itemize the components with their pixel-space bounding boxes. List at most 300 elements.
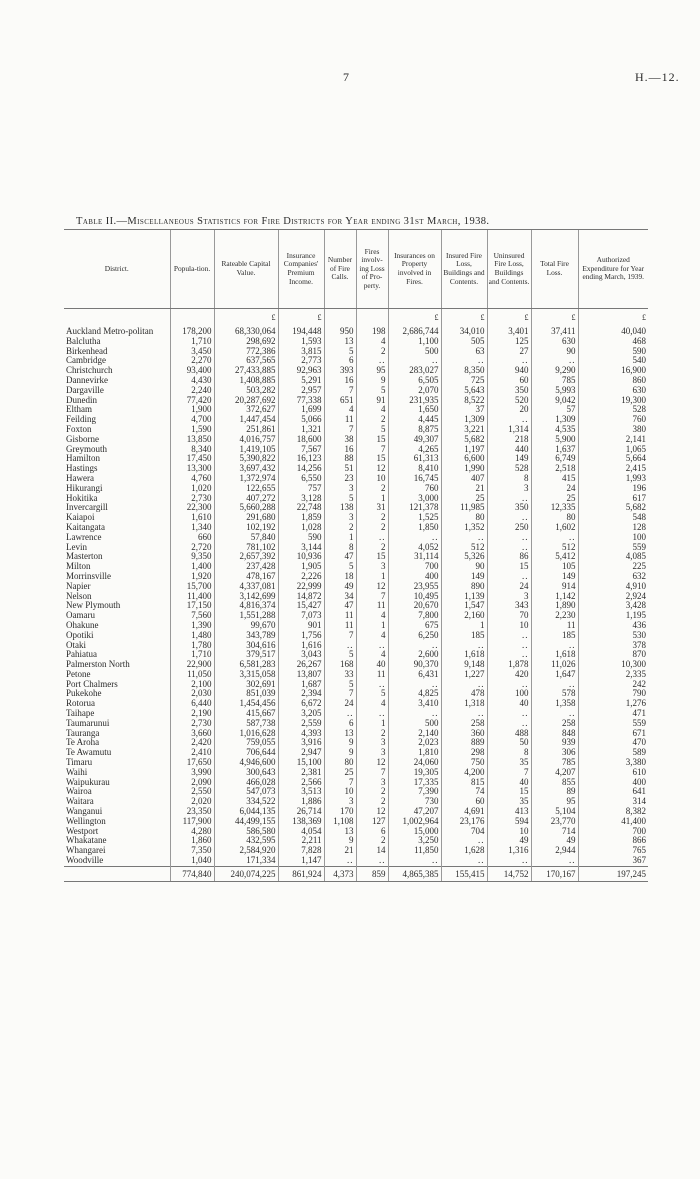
- table-cell: [64, 309, 170, 328]
- table-cell: 589: [578, 748, 648, 758]
- table-cell: 15,700: [170, 582, 214, 592]
- table-cell: 372,627: [214, 405, 278, 415]
- table-cell: Dunedin: [66, 395, 97, 405]
- table-cell: 1,276: [578, 699, 648, 709]
- table-cell: 6,581,283: [214, 660, 278, 670]
- table-cell: 18: [324, 572, 356, 582]
- table-row: [64, 474, 648, 484]
- table-cell: 1,197: [441, 445, 487, 455]
- table-cell: 15: [487, 787, 531, 797]
- table-cell: 3,315,058: [214, 670, 278, 680]
- table-cell: ..: [356, 641, 388, 651]
- table-cell: 77,420: [170, 396, 214, 406]
- table-cell: 2,410: [170, 748, 214, 758]
- table-cell: 3,401: [487, 327, 531, 337]
- table-cell: 21: [441, 484, 487, 494]
- table-cell: 436: [578, 621, 648, 631]
- table-cell: Woodville: [66, 856, 104, 866]
- table-cell: ..: [356, 356, 388, 366]
- table-cell: ..: [324, 856, 356, 866]
- table-cell: 8,522: [441, 396, 487, 406]
- table-cell: 10,300: [578, 660, 648, 670]
- table-cell: 1,318: [441, 699, 487, 709]
- column-header: Insurances on Property involved in Fires.: [388, 230, 441, 309]
- table-cell: 138: [324, 503, 356, 513]
- column-header: Insured Fire Loss, Buildings and Contents.: [441, 230, 487, 309]
- table-cell: 468: [578, 337, 648, 347]
- table-cell: 5: [324, 650, 356, 660]
- table-cell: [324, 309, 356, 328]
- table-row: [64, 552, 648, 562]
- table-cell: 51: [324, 464, 356, 474]
- table-cell: 23,176: [441, 817, 487, 827]
- table-cell: ..: [356, 709, 388, 719]
- table-cell: 1,647: [531, 670, 578, 680]
- table-cell: 466,028: [214, 778, 278, 788]
- table-cell: ..: [487, 415, 531, 425]
- table-cell: 1,002,964: [388, 817, 441, 827]
- table-cell: 760: [578, 415, 648, 425]
- table-cell: Whakatane: [66, 836, 107, 846]
- table-cell: 1,590: [170, 425, 214, 435]
- table-cell: Wanganui: [66, 807, 103, 817]
- table-cell: 1,147: [278, 856, 324, 866]
- table-row: [64, 778, 648, 788]
- table-cell: Waitara: [66, 797, 94, 807]
- table-cell: ..: [356, 533, 388, 543]
- table-cell: 889: [441, 738, 487, 748]
- table-cell: ..: [441, 856, 487, 866]
- table-cell: 34,010: [441, 327, 487, 337]
- table-cell: 117,900: [170, 817, 214, 827]
- table-cell: 240,074,225: [214, 866, 278, 881]
- table-cell: 594: [487, 817, 531, 827]
- table-cell: 25: [441, 494, 487, 504]
- table-cell: 505: [441, 337, 487, 347]
- table-cell: 8,410: [388, 464, 441, 474]
- table-cell: Foxton: [66, 424, 92, 434]
- table-row: [64, 592, 648, 602]
- table-cell: 5,326: [441, 552, 487, 562]
- table-cell: ..: [487, 709, 531, 719]
- table-cell: 11,985: [441, 503, 487, 513]
- table-cell: 1,780: [170, 641, 214, 651]
- table-cell: 4: [356, 405, 388, 415]
- table-row: [64, 415, 648, 425]
- table-cell: 11: [531, 621, 578, 631]
- table-cell: 5,682: [441, 435, 487, 445]
- table-cell: 1,454,456: [214, 699, 278, 709]
- table-cell: 861,924: [278, 866, 324, 881]
- table-cell: Hawera: [66, 473, 94, 483]
- table-cell: 149: [531, 572, 578, 582]
- table-cell: 3: [356, 748, 388, 758]
- table-cell: 93,400: [170, 366, 214, 376]
- table-cell: 14,256: [278, 464, 324, 474]
- table-cell: 8,340: [170, 445, 214, 455]
- table-cell: 15,427: [278, 601, 324, 611]
- table-cell: 11,400: [170, 592, 214, 602]
- table-row: [64, 836, 648, 846]
- table-cell: 40: [487, 778, 531, 788]
- table-cell: 5,660,288: [214, 503, 278, 513]
- table-cell: 1,525: [388, 513, 441, 523]
- table-cell: 12: [356, 807, 388, 817]
- table-cell: 11: [324, 611, 356, 621]
- table-cell: 178,200: [170, 327, 214, 337]
- table-cell: Pukekohe: [66, 689, 102, 699]
- table-cell: 6,431: [388, 670, 441, 680]
- table-cell: 16,123: [278, 454, 324, 464]
- table-cell: 630: [578, 386, 648, 396]
- table-cell: 940: [487, 366, 531, 376]
- table-cell: Kaitangata: [66, 522, 105, 532]
- table-cell: 4: [356, 337, 388, 347]
- table-cell: 61,313: [388, 454, 441, 464]
- table-cell: 13: [324, 337, 356, 347]
- table-cell: 49,307: [388, 435, 441, 445]
- table-cell: 3,513: [278, 787, 324, 797]
- table-cell: 14: [356, 846, 388, 856]
- table-cell: 815: [441, 778, 487, 788]
- table-cell: 24,060: [388, 758, 441, 768]
- table-cell: Levin: [66, 542, 87, 552]
- table-cell: 5,104: [531, 807, 578, 817]
- table-cell: 15: [356, 454, 388, 464]
- table-cell: 7,560: [170, 611, 214, 621]
- table-cell: ..: [487, 494, 531, 504]
- table-cell: Tauranga: [66, 728, 100, 738]
- table-cell: 33: [324, 670, 356, 680]
- table-cell: ..: [487, 356, 531, 366]
- table-cell: 4,760: [170, 474, 214, 484]
- table-cell: 95: [531, 797, 578, 807]
- table-cell: 1,142: [531, 592, 578, 602]
- table-cell: 1: [356, 494, 388, 504]
- table-cell: 1,400: [170, 562, 214, 572]
- table-cell: 2: [356, 729, 388, 739]
- table-cell: ..: [487, 650, 531, 660]
- table-cell: 2,394: [278, 689, 324, 699]
- table-cell: Christchurch: [66, 366, 113, 376]
- table-cell: 9,042: [531, 396, 578, 406]
- table-cell: 242: [578, 680, 648, 690]
- table-row: [64, 611, 648, 621]
- table-cell: ..: [388, 533, 441, 543]
- table-cell: 9: [324, 836, 356, 846]
- table-cell: 785: [531, 758, 578, 768]
- table-cell: 3: [356, 562, 388, 572]
- table-cell: 1,890: [531, 601, 578, 611]
- table-cell: Waihi: [66, 767, 88, 777]
- table-cell: 2,957: [278, 386, 324, 396]
- table-cell: 2,420: [170, 738, 214, 748]
- table-cell: 1,227: [441, 670, 487, 680]
- table-cell: 765: [578, 846, 648, 856]
- table-cell: 2,211: [278, 836, 324, 846]
- table-cell: 3: [324, 797, 356, 807]
- table-cell: 530: [578, 631, 648, 641]
- table-cell: 10,936: [278, 552, 324, 562]
- table-cell: 407: [441, 474, 487, 484]
- table-row: [64, 601, 648, 611]
- table-cell: 1,408,885: [214, 376, 278, 386]
- table-cell: 2: [324, 523, 356, 533]
- table-cell: 1,195: [578, 611, 648, 621]
- table-cell: ..: [487, 856, 531, 866]
- table-cell: 578: [531, 689, 578, 699]
- table-cell: 5: [356, 425, 388, 435]
- table-cell: 90: [531, 347, 578, 357]
- table-cell: £: [214, 309, 278, 328]
- table-cell: 15: [356, 435, 388, 445]
- table-cell: 19,305: [388, 768, 441, 778]
- table-cell: 3,000: [388, 494, 441, 504]
- table-cell: 2,070: [388, 386, 441, 396]
- table-cell: 31: [356, 503, 388, 513]
- table-cell: 4: [356, 631, 388, 641]
- table-cell: 12,335: [531, 503, 578, 513]
- table-cell: 314: [578, 797, 648, 807]
- table-cell: 127: [356, 817, 388, 827]
- table-cell: 855: [531, 778, 578, 788]
- table-cell: 22,999: [278, 582, 324, 592]
- table-cell: 4: [356, 699, 388, 709]
- table-cell: 13,850: [170, 435, 214, 445]
- document-code: H.—12.: [635, 70, 680, 84]
- table-cell: 70: [487, 611, 531, 621]
- table-cell: 379,517: [214, 650, 278, 660]
- table-cell: 3: [356, 778, 388, 788]
- table-cell: 74: [441, 787, 487, 797]
- table-cell: 2,657,392: [214, 552, 278, 562]
- table-cell: 12: [356, 758, 388, 768]
- table-cell: ..: [441, 836, 487, 846]
- table-cell: 5,291: [278, 376, 324, 386]
- table-cell: 22,900: [170, 660, 214, 670]
- table-cell: ..: [531, 709, 578, 719]
- table-cell: 1,316: [487, 846, 531, 856]
- table-cell: 700: [578, 827, 648, 837]
- table-cell: Petone: [66, 669, 91, 679]
- table-cell: 503,282: [214, 386, 278, 396]
- table-cell: 759,055: [214, 738, 278, 748]
- column-header: District.: [64, 230, 170, 309]
- table-cell: 185: [441, 631, 487, 641]
- table-cell: 559: [578, 543, 648, 553]
- table-cell: 1,028: [278, 523, 324, 533]
- table-cell: 1,065: [578, 445, 648, 455]
- table-cell: 2,381: [278, 768, 324, 778]
- table-cell: 1,309: [441, 415, 487, 425]
- table-cell: 13,807: [278, 670, 324, 680]
- table-cell: 298: [441, 748, 487, 758]
- table-cell: 1: [356, 719, 388, 729]
- table-cell: 1: [324, 533, 356, 543]
- table-cell: 21: [324, 846, 356, 856]
- table-cell: 400: [388, 572, 441, 582]
- table-row: [64, 376, 648, 386]
- table-cell: ..: [356, 680, 388, 690]
- table-cell: 725: [441, 376, 487, 386]
- table-cell: 3,428: [578, 601, 648, 611]
- table-cell: 121,378: [388, 503, 441, 513]
- table-cell: 50: [487, 738, 531, 748]
- table-cell: 15: [356, 552, 388, 562]
- table-cell: 4,816,374: [214, 601, 278, 611]
- table-cell: ..: [487, 631, 531, 641]
- table-cell: 859: [356, 866, 388, 881]
- table-cell: 5: [324, 494, 356, 504]
- table-cell: 16,900: [578, 366, 648, 376]
- table-cell: 5: [324, 562, 356, 572]
- table-cell: 2,550: [170, 787, 214, 797]
- table-cell: 80: [324, 758, 356, 768]
- table-cell: 22,300: [170, 503, 214, 513]
- table-cell: Wellington: [66, 816, 106, 826]
- table-cell: 1: [441, 621, 487, 631]
- table-cell: Gisborne: [66, 434, 99, 444]
- table-cell: 1,618: [441, 650, 487, 660]
- table-cell: 1,447,454: [214, 415, 278, 425]
- table-cell: £: [278, 309, 324, 328]
- table-cell: 155,415: [441, 866, 487, 881]
- table-cell: 730: [388, 797, 441, 807]
- table-cell: 4,535: [531, 425, 578, 435]
- table-cell: 1,618: [531, 650, 578, 660]
- table-cell: 1,650: [388, 405, 441, 415]
- table-cell: 20: [487, 405, 531, 415]
- table-cell: 4: [356, 650, 388, 660]
- table-cell: 12: [356, 582, 388, 592]
- table-cell: 1,993: [578, 474, 648, 484]
- table-cell: ..: [487, 543, 531, 553]
- table-cell: 10: [487, 827, 531, 837]
- table-cell: 3: [487, 592, 531, 602]
- table-cell: 8: [487, 474, 531, 484]
- table-cell: 47: [324, 601, 356, 611]
- table-cell: 9: [324, 748, 356, 758]
- table-row: [64, 327, 648, 337]
- table-cell: 57: [531, 405, 578, 415]
- table-cell: 5,664: [578, 454, 648, 464]
- table-cell: ..: [531, 356, 578, 366]
- table-cell: 1,628: [441, 846, 487, 856]
- table-cell: 407,272: [214, 494, 278, 504]
- table-cell: 478,167: [214, 572, 278, 582]
- table-cell: 1,850: [388, 523, 441, 533]
- table-cell: 306: [531, 748, 578, 758]
- table-cell: 1,637: [531, 445, 578, 455]
- table-row: [64, 435, 648, 445]
- table-cell: ..: [388, 641, 441, 651]
- table-cell: 4,280: [170, 827, 214, 837]
- table-row: [64, 386, 648, 396]
- table-cell: 2,559: [278, 719, 324, 729]
- table-row: [64, 807, 648, 817]
- table-cell: 2,141: [578, 435, 648, 445]
- table-cell: 781,102: [214, 543, 278, 553]
- table-cell: 1,480: [170, 631, 214, 641]
- table-cell: 343: [487, 601, 531, 611]
- table-cell: 2,100: [170, 680, 214, 690]
- table-cell: 1,860: [170, 836, 214, 846]
- table-row: [64, 738, 648, 748]
- table-cell: 3,221: [441, 425, 487, 435]
- table-cell: 3: [487, 484, 531, 494]
- table-cell: 60: [487, 376, 531, 386]
- table-cell: Waipukurau: [66, 777, 110, 787]
- table-cell: 420: [487, 670, 531, 680]
- table-cell: 393: [324, 366, 356, 376]
- table-cell: 8,382: [578, 807, 648, 817]
- table-cell: 3,916: [278, 738, 324, 748]
- table-cell: 413: [487, 807, 531, 817]
- table-cell: 2,584,920: [214, 846, 278, 856]
- table-cell: 44,499,155: [214, 817, 278, 827]
- table-cell: 11: [324, 415, 356, 425]
- table-cell: ..: [487, 680, 531, 690]
- table-cell: 27: [487, 347, 531, 357]
- table-row: [64, 484, 648, 494]
- table-row: [64, 543, 648, 553]
- table-row: [64, 631, 648, 641]
- table-cell: 37,411: [531, 327, 578, 337]
- table-cell: 1,602: [531, 523, 578, 533]
- table-cell: 95: [356, 366, 388, 376]
- page-number: 7: [343, 70, 349, 84]
- table-cell: 170: [324, 807, 356, 817]
- table-cell: 4,052: [388, 543, 441, 553]
- table-cell: 750: [441, 758, 487, 768]
- table-cell: 49: [324, 582, 356, 592]
- column-header: Rateable Capital Value.: [214, 230, 278, 309]
- table-cell: 2,730: [170, 494, 214, 504]
- table-cell: 6,550: [278, 474, 324, 484]
- table-cell: 890: [441, 582, 487, 592]
- table-cell: 196: [578, 484, 648, 494]
- table-cell: 15: [487, 562, 531, 572]
- table-cell: 80: [531, 513, 578, 523]
- table-cell: 343,789: [214, 631, 278, 641]
- table-cell: 470: [578, 738, 648, 748]
- table-cell: 1,710: [170, 337, 214, 347]
- table-cell: 17,650: [170, 758, 214, 768]
- table-cell: 714: [531, 827, 578, 837]
- table-cell: 6: [356, 827, 388, 837]
- table-cell: 68,330,064: [214, 327, 278, 337]
- table-row: [64, 533, 648, 543]
- table-cell: 10,495: [388, 592, 441, 602]
- table-row: [64, 356, 648, 366]
- table-cell: 4,016,757: [214, 435, 278, 445]
- table-cell: 7: [356, 592, 388, 602]
- table-cell: 15,000: [388, 827, 441, 837]
- table-cell: 5: [324, 680, 356, 690]
- table-cell: 2,090: [170, 778, 214, 788]
- table-row: [64, 464, 648, 474]
- table-cell: 47,207: [388, 807, 441, 817]
- table-cell: 2: [356, 523, 388, 533]
- table-cell: 17,450: [170, 454, 214, 464]
- table-row: [64, 729, 648, 739]
- table-cell: 5: [356, 386, 388, 396]
- table-row: [64, 719, 648, 729]
- table-cell: 1,616: [278, 641, 324, 651]
- table-cell: 2: [356, 513, 388, 523]
- table-cell: 2,240: [170, 386, 214, 396]
- table-cell: 13: [324, 729, 356, 739]
